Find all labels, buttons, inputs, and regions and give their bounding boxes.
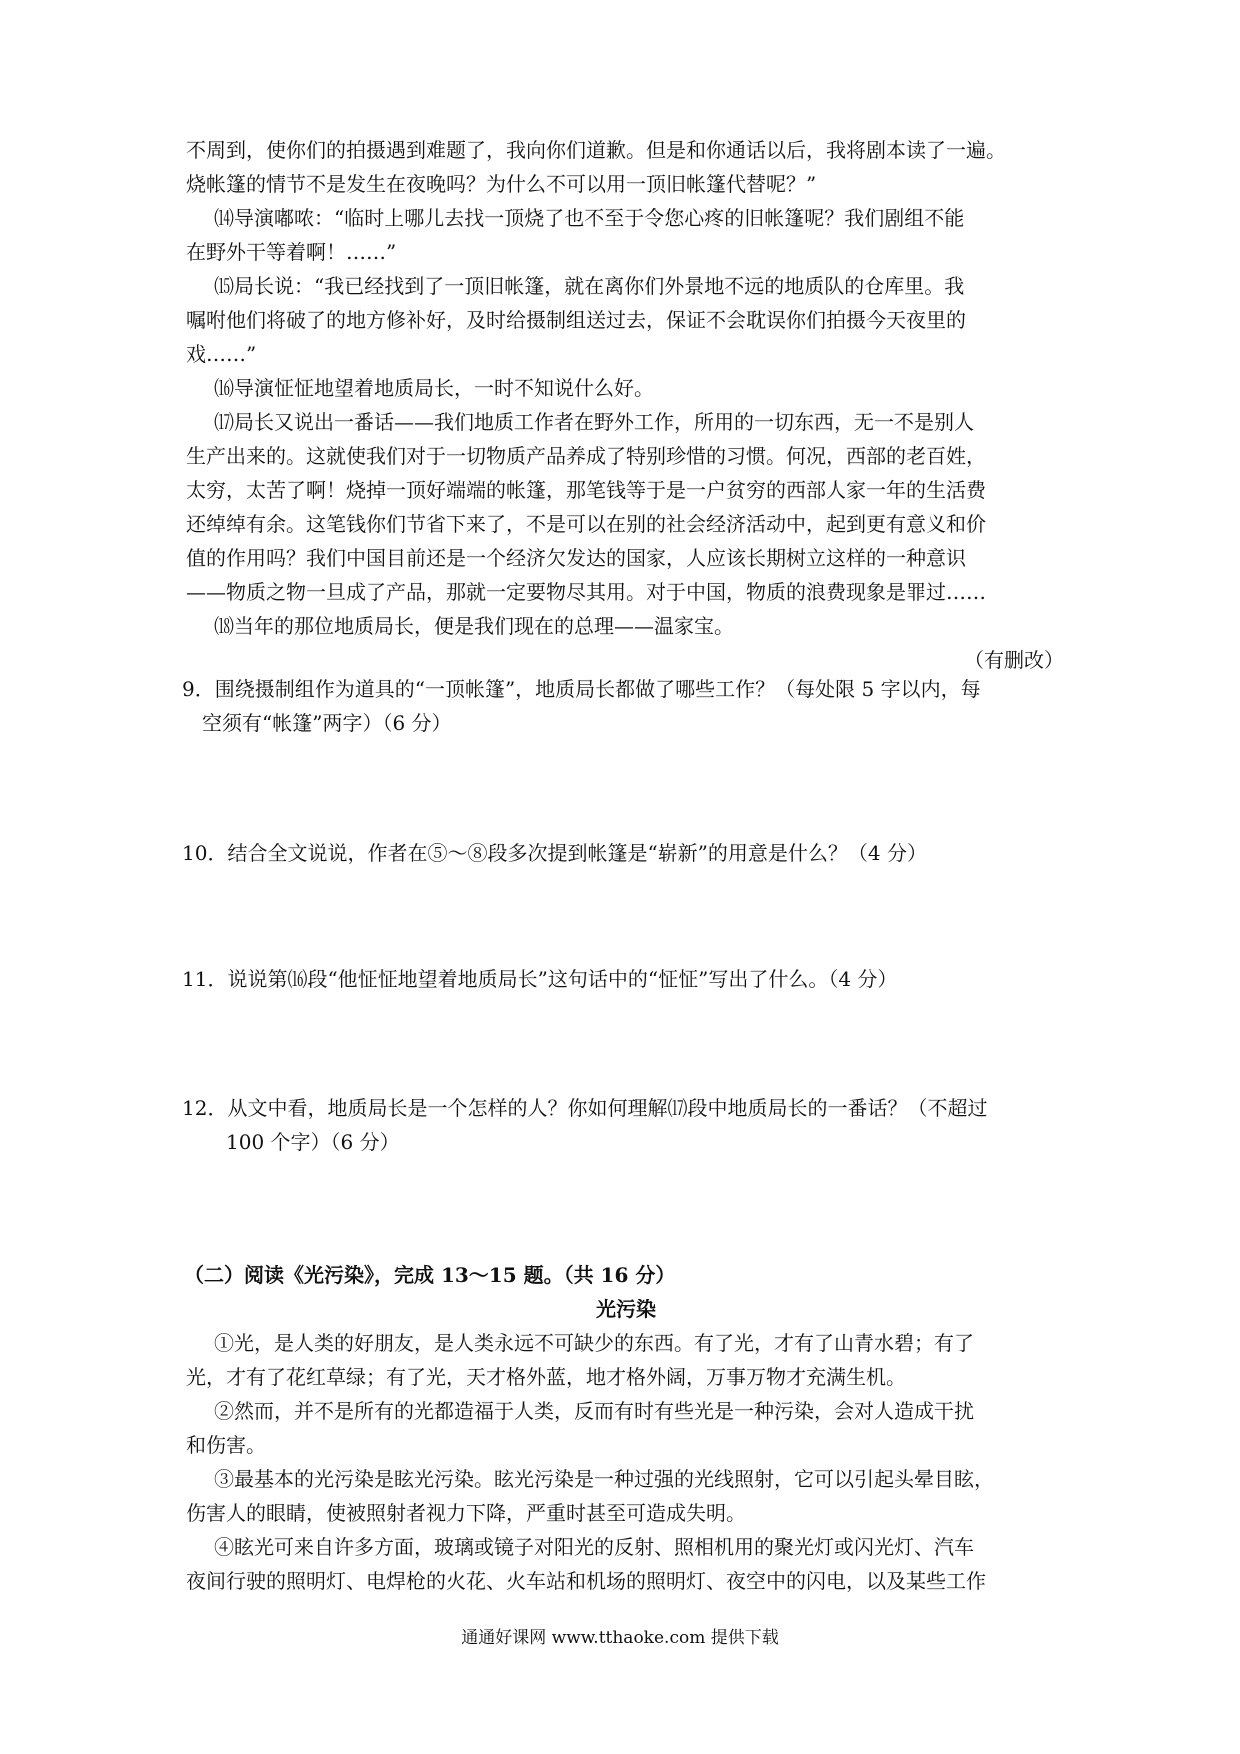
question-text: 空须有“帐篷”两字）（6 分） <box>202 711 452 735</box>
question-text: 10．结合全文说说，作者在⑤～⑧段多次提到帐篷是“崭新”的用意是什么？（4 分） <box>182 841 927 865</box>
question-text: 11．说说第⒃段“他怔怔地望着地质局长”这句话中的“怔怔”写出了什么。（4 分） <box>182 967 898 991</box>
article-line: ③最基本的光污染是眩光污染。眩光污染是一种过强的光线照射，它可以引起头晕目眩， <box>214 1467 994 1491</box>
article-line: ①光，是人类的好朋友，是人类永远不可缺少的东西。有了光，才有了山青水碧；有了 <box>214 1331 974 1355</box>
passage-line: ⒂局长说：“我已经找到了一顶旧帐篷，就在离你们外景地不远的地质队的仓库里。我 <box>214 274 965 298</box>
passage-line: 嘱咐他们将破了的地方修补好，及时给摄制组送过去，保证不会耽误你们拍摄今天夜里的 <box>186 308 966 332</box>
passage-line: 不周到，使你们的拍摄遇到难题了，我向你们道歉。但是和你通话以后，我将剧本读了一遍。 <box>186 138 1006 162</box>
article-line: ②然而，并不是所有的光都造福于人类，反而有时有些光是一种污染，会对人造成干扰 <box>214 1399 974 1423</box>
passage-line: 生产出来的。这就使我们对于一切物质产品养成了特别珍惜的习惯。何况，西部的老百姓， <box>186 444 986 468</box>
passage-line: ——物质之物一旦成了产品，那就一定要物尽其用。对于中国，物质的浪费现象是罪过…… <box>186 580 986 604</box>
passage-line: ⒃导演怔怔地望着地质局长，一时不知说什么好。 <box>214 376 654 400</box>
question-11 <box>182 962 1066 996</box>
source-note: （有删改） <box>964 648 1064 672</box>
article-line: 和伤害。 <box>186 1433 266 1457</box>
passage-line: 烧帐篷的情节不是发生在夜晚吗？为什么不可以用一顶旧帐篷代替呢？” <box>186 172 817 196</box>
passage-text <box>186 133 1066 677</box>
section2 <box>186 1258 1066 1598</box>
article-line: 光，才有了花红草绿；有了光，天才格外蓝，地才格外阔，万事万物才充满生机。 <box>186 1365 906 1389</box>
question-10 <box>182 836 1066 870</box>
article-line: 伤害人的眼睛，使被照射者视力下降，严重时甚至可造成失明。 <box>186 1501 746 1525</box>
passage-line: ⒁导演嘟哝：“临时上哪儿去找一顶烧了也不至于令您心疼的旧帐篷呢？我们剧组不能 <box>214 206 965 230</box>
section-heading: （二）阅读《光污染》，完成 13～15 题。（共 16 分） <box>184 1263 676 1287</box>
page-footer: 通通好课网 www.tthaoke.com 提供下载 <box>461 1628 779 1648</box>
question-text: 9．围绕摄制组作为道具的“一顶帐篷”，地质局长都做了哪些工作？（每处限 5 字以内，每 <box>182 677 981 701</box>
passage-line: 在野外干等着啊！……” <box>186 240 397 264</box>
question-12 <box>182 1091 1066 1159</box>
passage-line: ⒅当年的那位地质局长，便是我们现在的总理——温家宝。 <box>214 614 734 638</box>
passage-line: ⒄局长又说出一番话——我们地质工作者在野外工作，所用的一切东西，无一不是别人 <box>214 410 974 434</box>
passage-line: 还绰绰有余。这笔钱你们节省下来了，不是可以在别的社会经济活动中，起到更有意义和价 <box>186 512 986 536</box>
article-line: 夜间行驶的照明灯、电焊枪的火花、火车站和机场的照明灯、夜空中的闪电，以及某些工作 <box>186 1569 986 1593</box>
passage-line: 戏……” <box>186 342 257 366</box>
passage-line: 值的作用吗？我们中国目前还是一个经济欠发达的国家，人应该长期树立这样的一种意识 <box>186 546 966 570</box>
question-text: 12．从文中看，地质局长是一个怎样的人？你如何理解⒄段中地质局长的一番话？（不超过 <box>182 1096 988 1120</box>
article-title: 光污染 <box>596 1297 656 1321</box>
article-line: ④眩光可来自许多方面，玻璃或镜子对阳光的反射、照相机用的聚光灯或闪光灯、汽车 <box>214 1535 974 1559</box>
question-text: 100 个字）（6 分） <box>226 1130 400 1154</box>
question-9 <box>182 672 1066 740</box>
passage-line: 太穷，太苦了啊！烧掉一顶好端端的帐篷，那笔钱等于是一户贫穷的西部人家一年的生活费 <box>186 478 986 502</box>
